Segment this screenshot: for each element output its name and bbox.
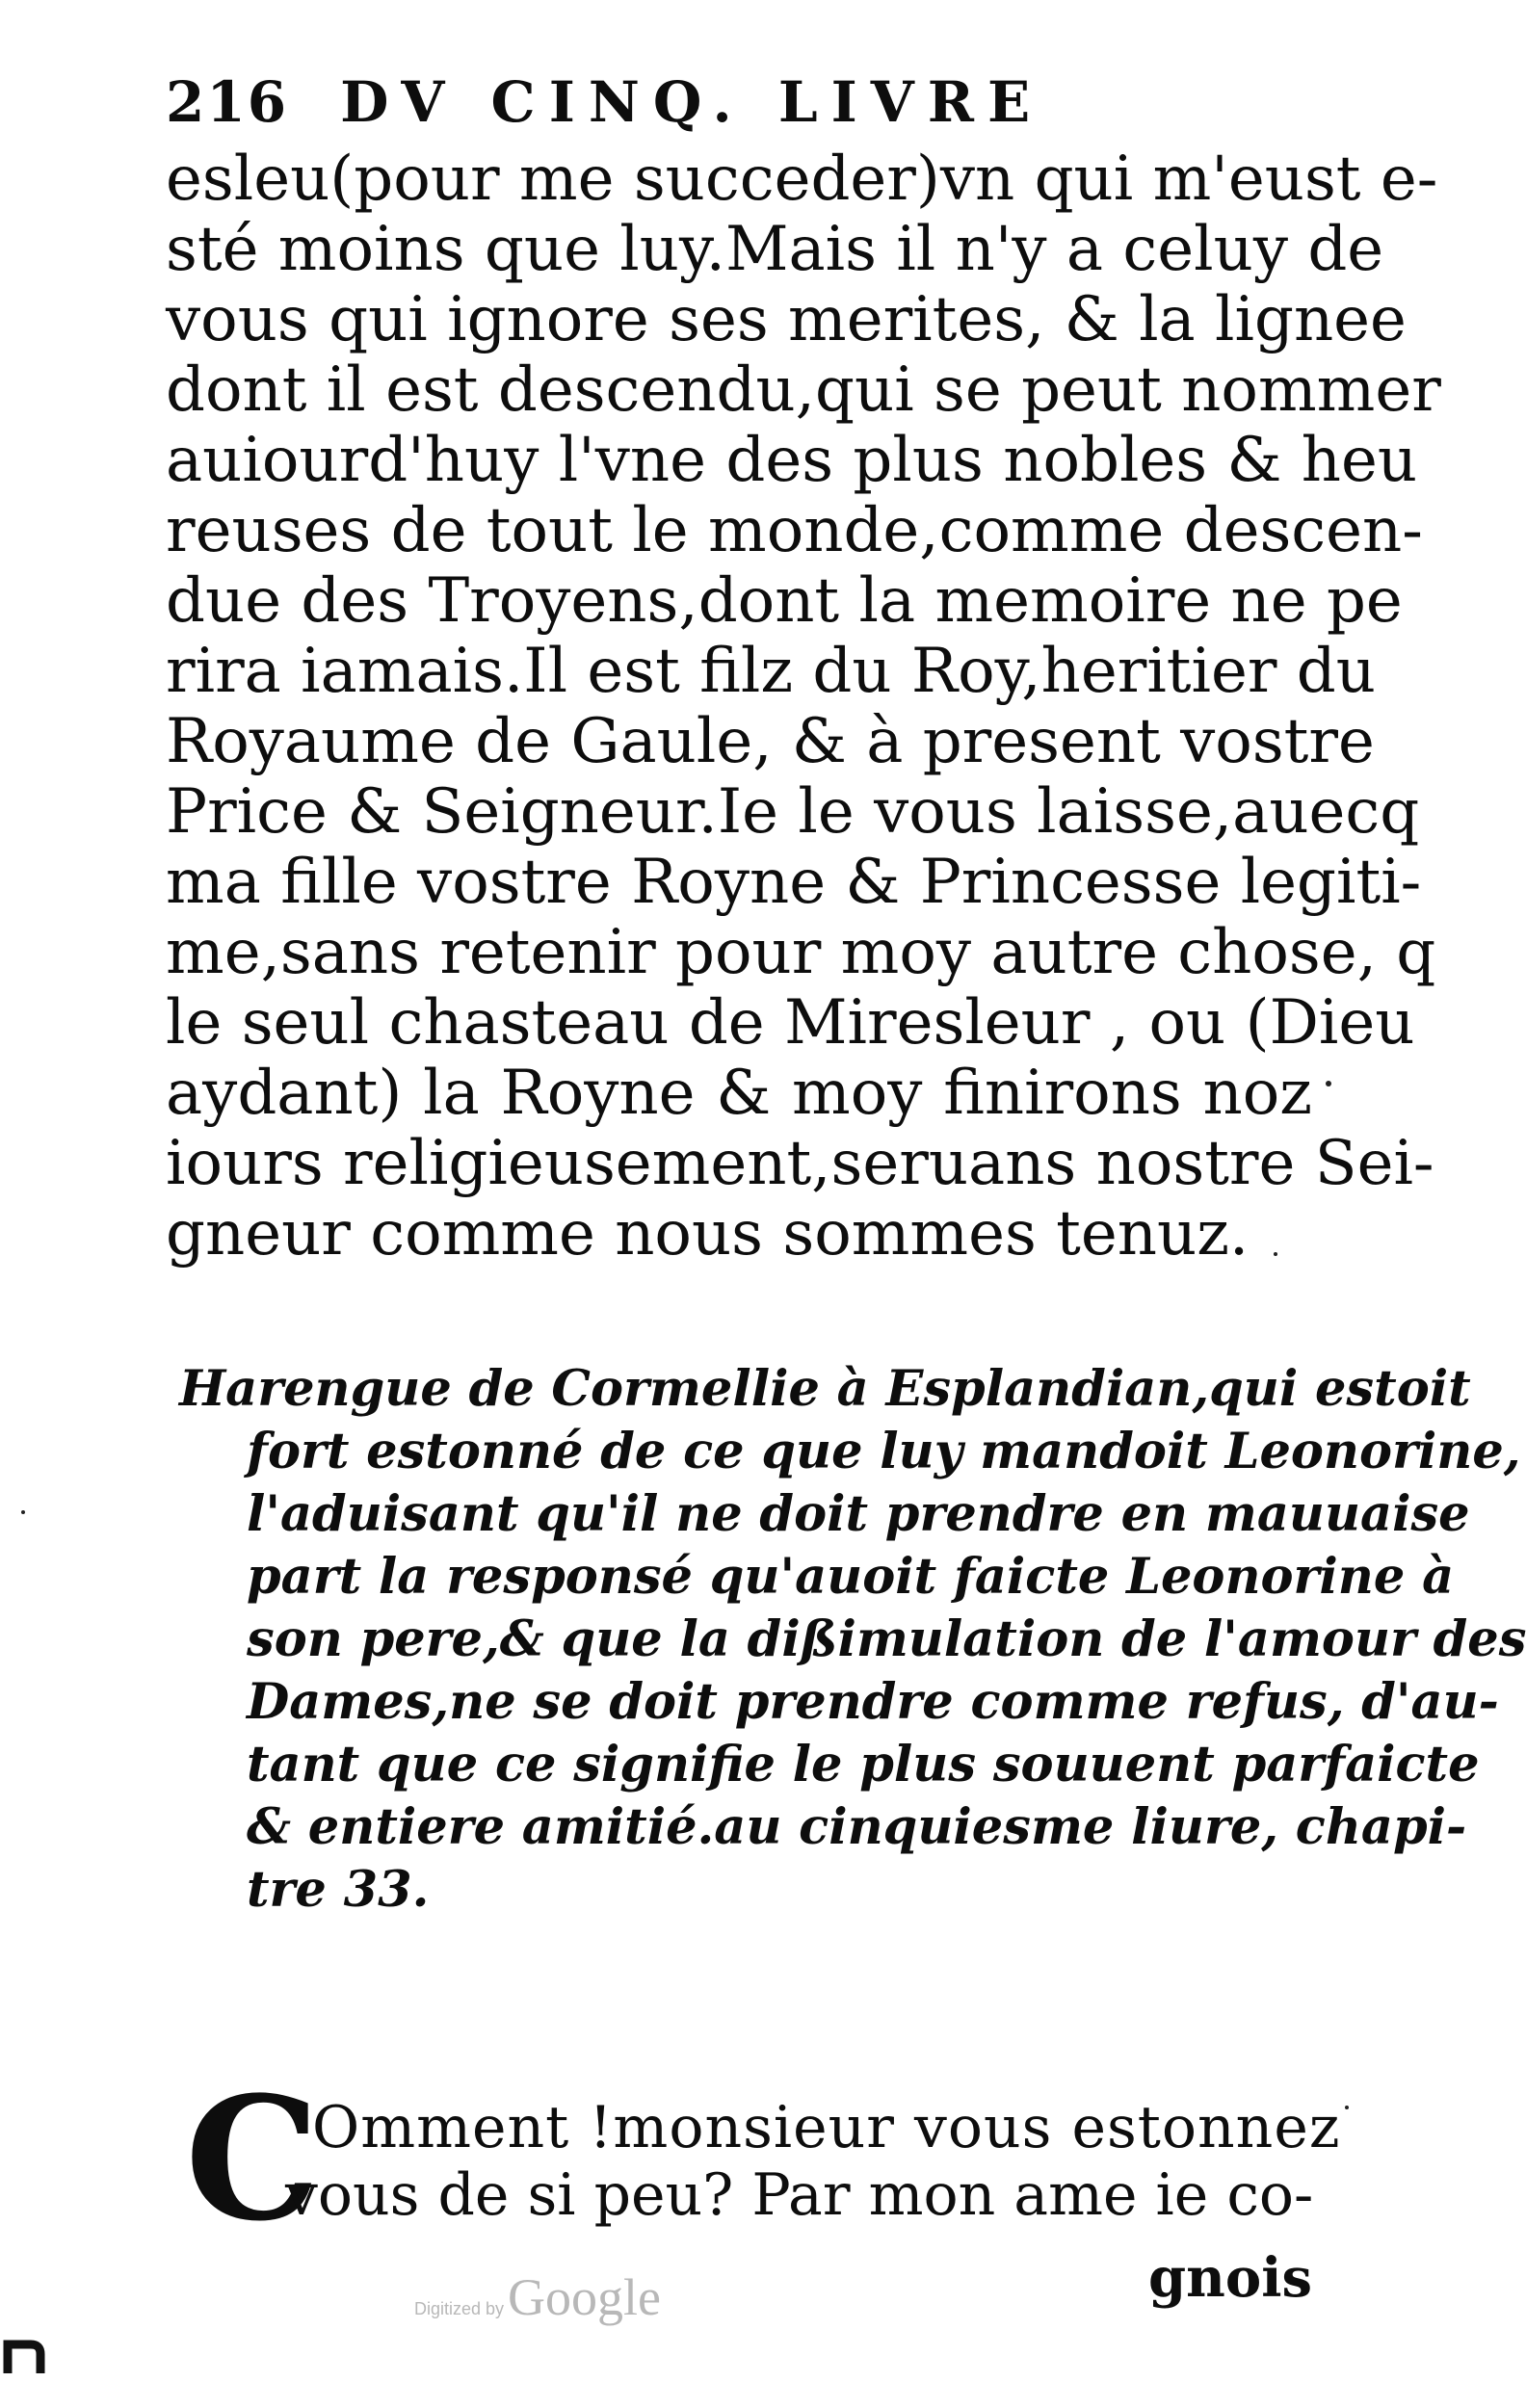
ink-speck [21, 1510, 25, 1514]
summary-line: Dames,ne se doit prendre comme refus, d'au- [247, 1673, 1499, 1731]
drop-cap: C [185, 2059, 321, 2259]
ink-speck [1345, 2106, 1349, 2109]
summary-line: son pere,& que la dißimulation de l'amour des [247, 1610, 1526, 1668]
opening-line: Omment !monsieur vous estonnez [312, 2094, 1341, 2161]
text-line: aydant) la Royne & moy finirons noz [166, 1058, 1312, 1129]
summary-line: & entiere amitié.au cinquiesme liure, chapi- [247, 1798, 1467, 1856]
running-title: DV CINQ. LIVRE [340, 69, 1044, 135]
summary-line: tre 33. [247, 1861, 430, 1919]
chapter-opening [185, 2059, 1341, 2312]
summary-line: part la responsé qu'auoit faicte Leonorine à [247, 1548, 1455, 1606]
watermark-prefix: Digitized by [414, 2299, 505, 2318]
margin-mark-glyph [2, 2337, 48, 2375]
page-number: 216 [166, 69, 289, 135]
opening-line: vous de si peu? Par mon ame ie co- [285, 2161, 1314, 2229]
running-head [166, 69, 1129, 146]
text-line: vous qui ignore ses merites, & la lignee [166, 284, 1407, 355]
summary-line: Harengue de Cormellie à Esplandian,qui estoit [179, 1360, 1471, 1418]
summary-line: l'aduisant qu'il ne doit prendre en mauuaise [247, 1485, 1470, 1543]
text-line: gneur comme nous sommes tenuz. [166, 1198, 1250, 1269]
text-line: iours religieusement,seruans nostre Sei- [166, 1128, 1434, 1199]
text-line: reuses de tout le monde,comme descen- [166, 495, 1423, 566]
text-line: auiourd'huy l'vne des plus nobles & heu [166, 425, 1418, 496]
text-line: Price & Seigneur.Ie le vous laisse,auecq [166, 776, 1420, 848]
summary-line: tant que ce signifie le plus souuent parfaicte [247, 1736, 1480, 1793]
catchword: gnois [1147, 2246, 1312, 2310]
main-text-block [166, 144, 1441, 1269]
chapter-summary [179, 1358, 1526, 1922]
watermark-brand: Google [508, 2268, 662, 2326]
summary-line: fort estonné de ce que luy mandoit Leonorine, [247, 1423, 1521, 1480]
ink-speck [1274, 1252, 1277, 1256]
digitized-watermark [414, 2267, 661, 2327]
text-line: due des Troyens,dont la memoire ne pe [166, 565, 1403, 637]
text-line: esleu(pour me succeder)vn qui m'eust e- [166, 144, 1438, 215]
text-line: ma fille vostre Royne & Princesse legiti- [166, 847, 1422, 918]
text-line: dont il est descendu,qui se peut nommer [166, 354, 1441, 426]
text-line: Royaume de Gaule, & à present vostre [166, 706, 1375, 777]
ink-speck [1326, 1081, 1331, 1086]
text-line: le seul chasteau de Miresleur , ou (Dieu [166, 987, 1415, 1059]
text-line: sté moins que luy.Mais il n'y a celuy de [166, 214, 1384, 285]
text-line: me,sans retenir pour moy autre chose, q [166, 917, 1436, 988]
margin-mark [2, 2337, 48, 2375]
text-line: rira iamais.Il est filz du Roy,heritier du [166, 636, 1376, 707]
